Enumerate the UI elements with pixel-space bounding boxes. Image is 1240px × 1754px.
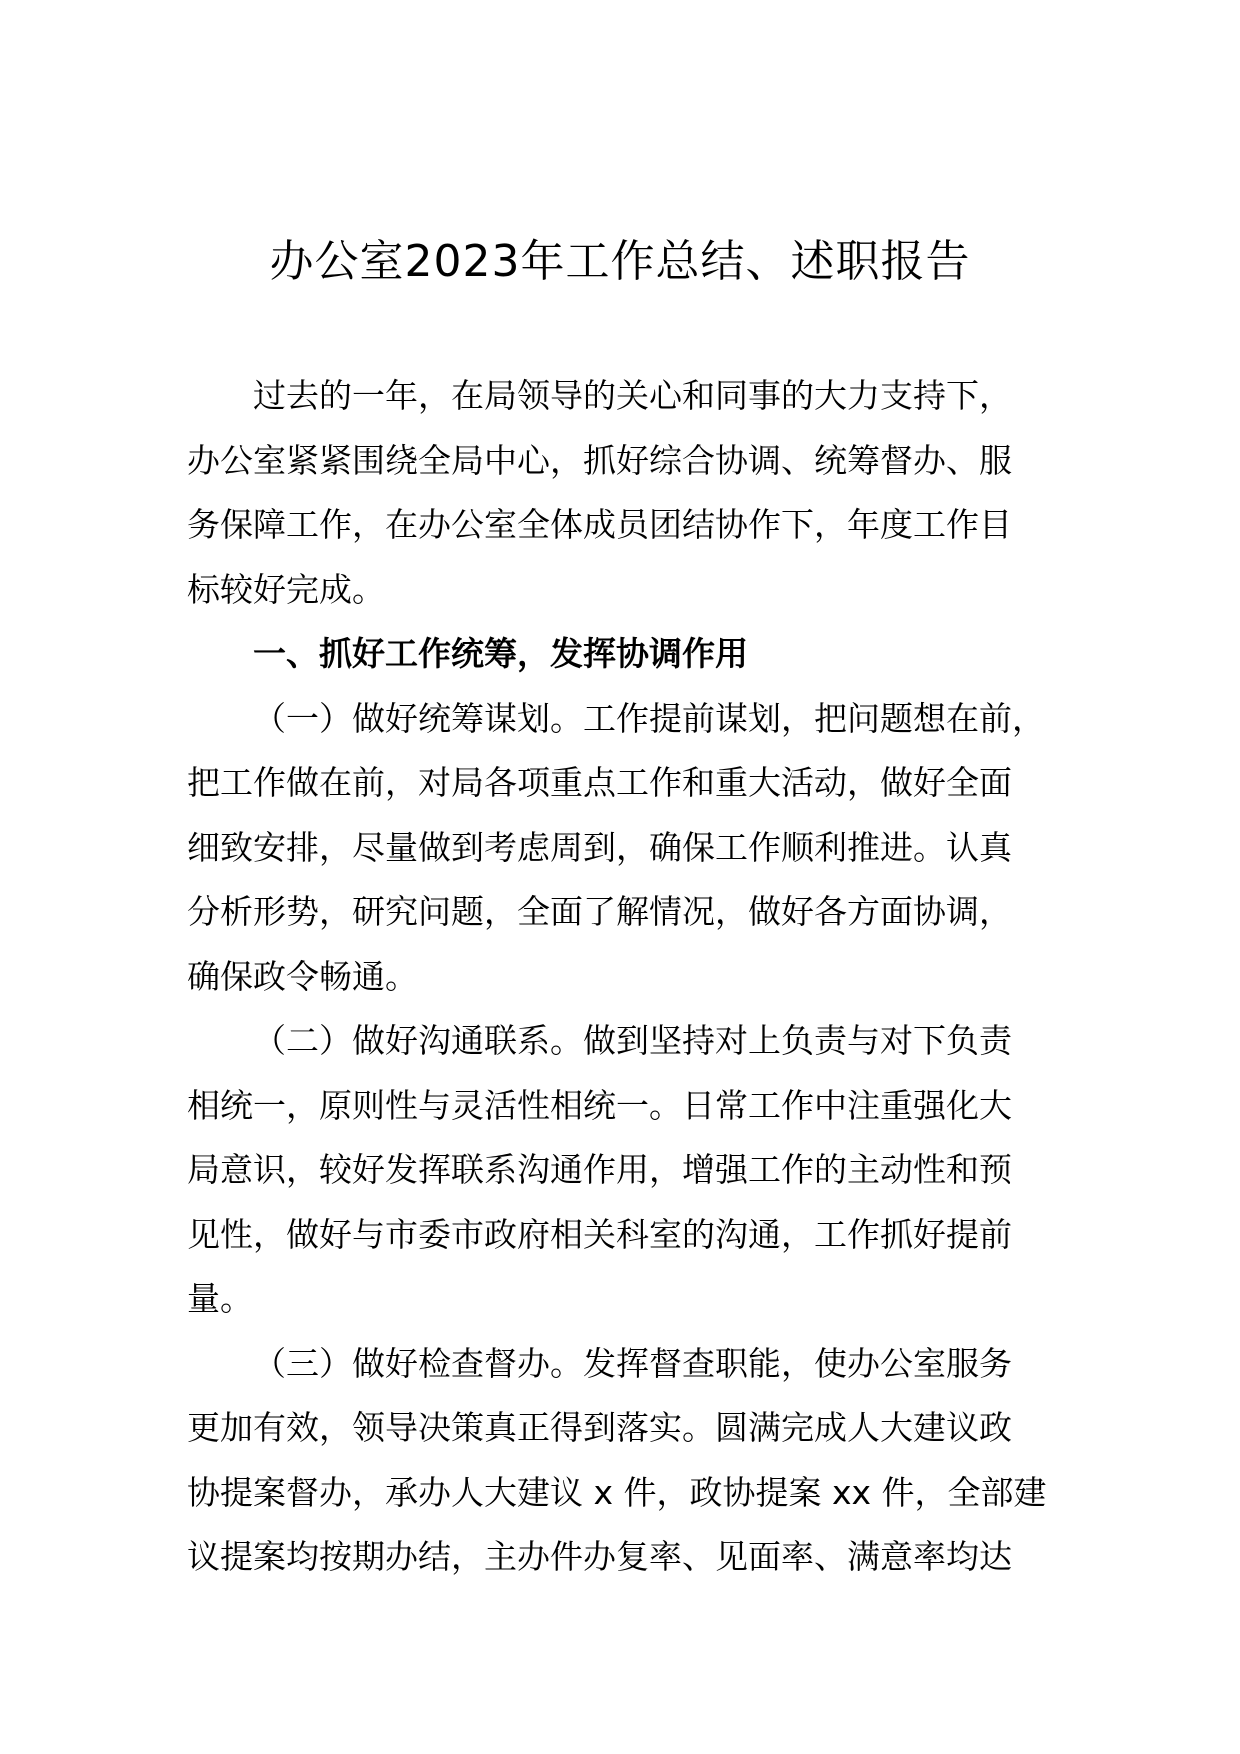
paragraph-line: 见性，做好与市委市政府相关科室的沟通，工作抓好提前: [187, 1214, 1012, 1254]
paragraph-line: 局意识，较好发挥联系沟通作用，增强工作的主动性和预: [187, 1150, 1012, 1189]
paragraph-line: 议提案均按期办结，主办件办复率、见面率、满意率均达: [187, 1537, 1012, 1576]
paragraph-line: （一）做好统筹谋划。工作提前谋划，把问题想在前，: [253, 698, 1045, 738]
paragraph-line: 协提案督办，承办人大建议 x 件，政协提案 xx 件，全部建: [187, 1472, 1047, 1512]
document-title: 办公室2023年工作总结、述职报告: [269, 236, 971, 287]
paragraph-line: 务保障工作，在办公室全体成员团结协作下，年度工作目: [187, 505, 1012, 544]
paragraph-line: 量。: [187, 1279, 253, 1318]
paragraph-line: 把工作做在前，对局各项重点工作和重大活动，做好全面: [187, 763, 1012, 802]
paragraph-line: （三）做好检查督办。发挥督查职能，使办公室服务: [253, 1343, 1012, 1383]
section-heading: 一、抓好工作统筹，发挥协调作用: [253, 634, 748, 673]
paragraph-line: 相统一，原则性与灵活性相统一。日常工作中注重强化大: [187, 1085, 1012, 1125]
paragraph-line: 办公室紧紧围绕全局中心，抓好综合协调、统筹督办、服: [187, 440, 1012, 480]
paragraph-line: 分析形势，研究问题，全面了解情况，做好各方面协调，: [187, 892, 1012, 931]
paragraph-line: 过去的一年，在局领导的关心和同事的大力支持下，: [253, 376, 1012, 415]
document-body: [187, 364, 1057, 1590]
paragraph-line: 标较好完成。: [187, 569, 385, 609]
paragraph-line: （二）做好沟通联系。做到坚持对上负责与对下负责: [253, 1021, 1012, 1060]
paragraph-line: 细致安排，尽量做到考虑周到，确保工作顺利推进。认真: [187, 827, 1012, 867]
paragraph-line: 确保政令畅通。: [187, 956, 418, 996]
paragraph-line: 更加有效，领导决策真正得到落实。圆满完成人大建议政: [187, 1408, 1012, 1447]
